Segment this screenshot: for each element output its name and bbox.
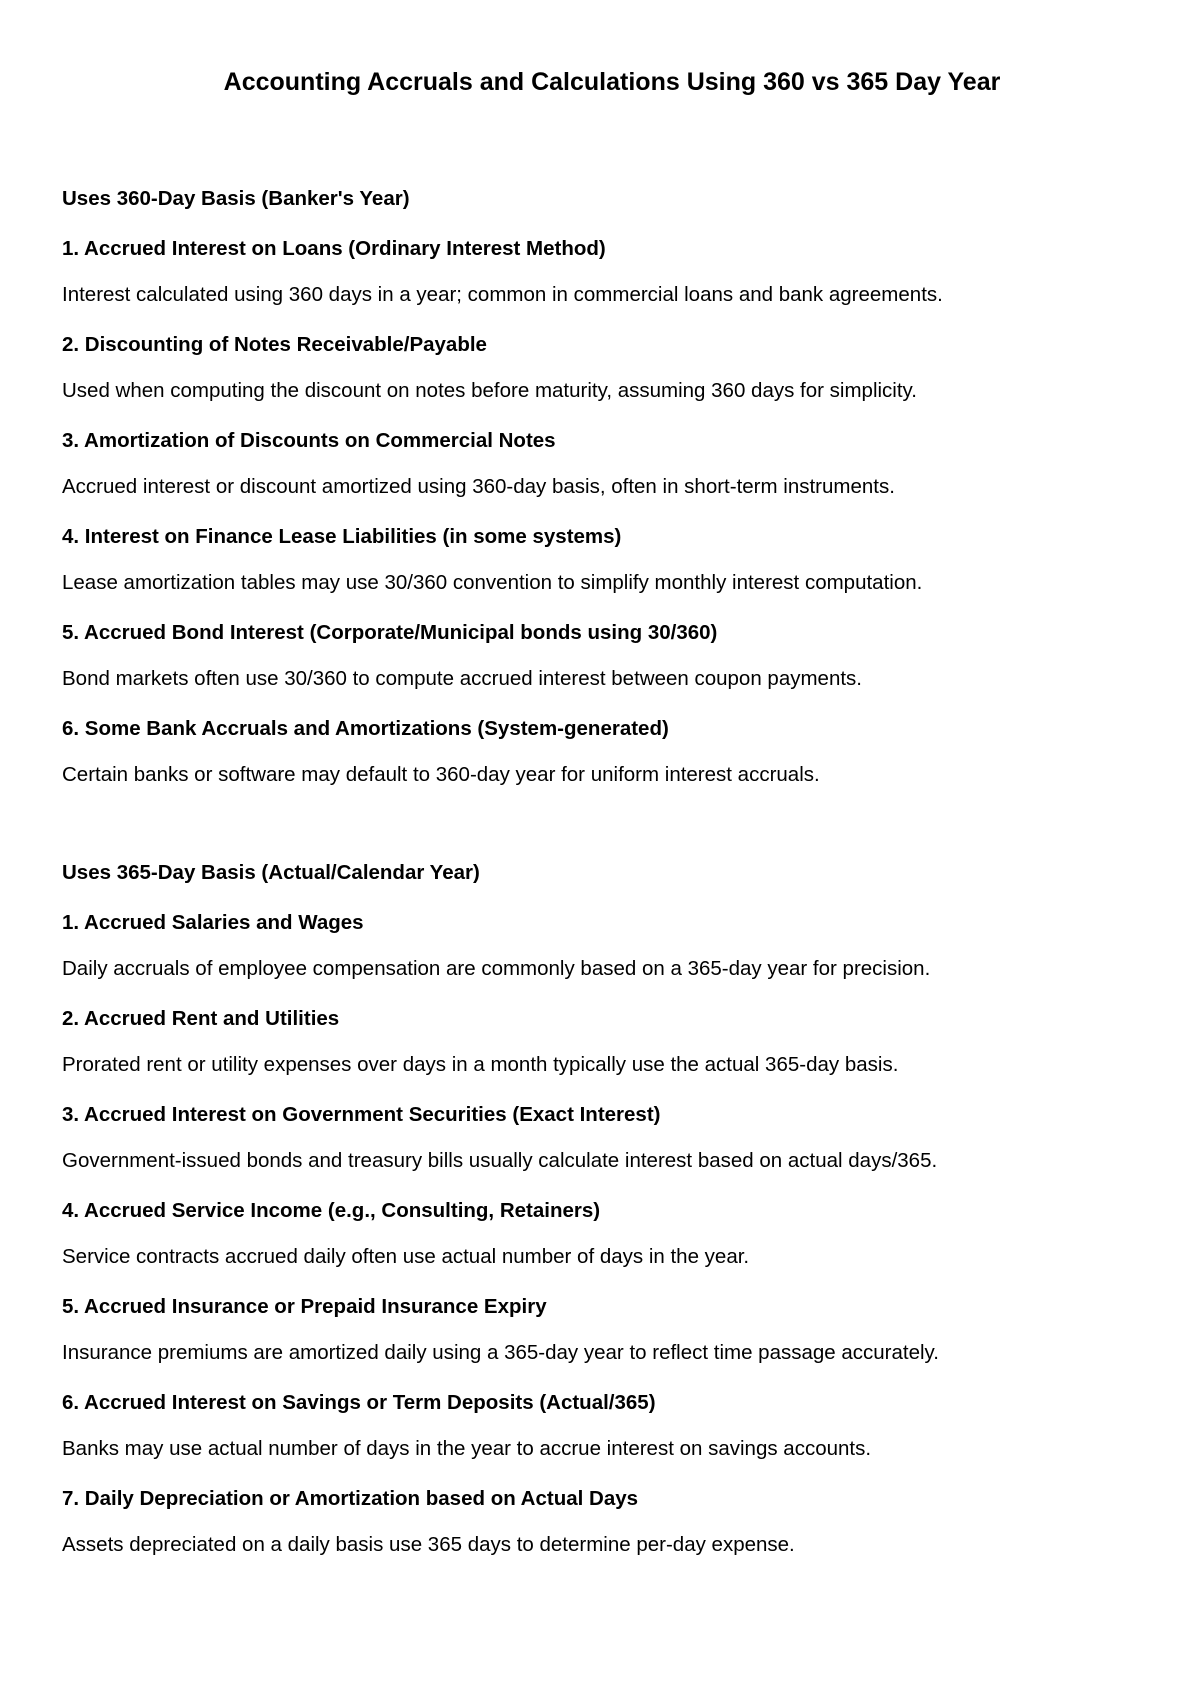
item-description: Interest calculated using 360 days in a year; common in commercial loans and bank agreements.	[62, 283, 943, 306]
item-description: Used when computing the discount on notes before maturity, assuming 360 days for simplicity.	[62, 379, 917, 402]
list-item	[62, 907, 1162, 985]
item-heading: 5. Accrued Insurance or Prepaid Insurance Expiry	[62, 1295, 547, 1318]
item-heading: 6. Accrued Interest on Savings or Term Deposits (Actual/365)	[62, 1391, 656, 1414]
list-item	[62, 1483, 1162, 1561]
list-item	[62, 329, 1162, 407]
section-360-day-basis	[62, 183, 1162, 791]
list-item	[62, 1195, 1162, 1273]
list-item	[62, 713, 1162, 791]
list-item	[62, 1291, 1162, 1369]
list-item	[62, 1099, 1162, 1177]
item-description: Accrued interest or discount amortized using 360-day basis, often in short-term instruments.	[62, 475, 895, 498]
item-description: Assets depreciated on a daily basis use 365 days to determine per-day expense.	[62, 1533, 795, 1556]
item-heading: 4. Interest on Finance Lease Liabilities (in some systems)	[62, 525, 622, 548]
list-item	[62, 617, 1162, 695]
list-item	[62, 233, 1162, 311]
document-title: Accounting Accruals and Calculations Using 360 vs 365 Day Year	[223, 68, 1001, 96]
item-heading: 4. Accrued Service Income (e.g., Consulting, Retainers)	[62, 1199, 601, 1222]
item-description: Certain banks or software may default to 360-day year for uniform interest accruals.	[62, 763, 820, 786]
item-heading: 1. Accrued Interest on Loans (Ordinary Interest Method)	[62, 237, 606, 260]
item-description: Insurance premiums are amortized daily using a 365-day year to reflect time passage accurately.	[62, 1341, 939, 1364]
list-item	[62, 1387, 1162, 1465]
item-description: Banks may use actual number of days in the year to accrue interest on savings accounts.	[62, 1437, 872, 1460]
section-365-day-basis	[62, 857, 1162, 1561]
item-description: Government-issued bonds and treasury bills usually calculate interest based on actual days/365.	[62, 1149, 938, 1172]
item-description: Service contracts accrued daily often use actual number of days in the year.	[62, 1245, 750, 1268]
item-description: Lease amortization tables may use 30/360 convention to simplify monthly interest computation.	[62, 571, 923, 594]
item-heading: 7. Daily Depreciation or Amortization based on Actual Days	[62, 1487, 639, 1510]
item-description: Daily accruals of employee compensation are commonly based on a 365-day year for precision.	[62, 957, 931, 980]
item-heading: 3. Accrued Interest on Government Securities (Exact Interest)	[62, 1103, 661, 1126]
item-heading: 3. Amortization of Discounts on Commercial Notes	[62, 429, 556, 452]
section-heading: Uses 360-Day Basis (Banker's Year)	[62, 187, 410, 210]
list-item	[62, 521, 1162, 599]
item-description: Bond markets often use 30/360 to compute accrued interest between coupon payments.	[62, 667, 862, 690]
item-description: Prorated rent or utility expenses over days in a month typically use the actual 365-day basis.	[62, 1053, 899, 1076]
item-heading: 1. Accrued Salaries and Wages	[62, 911, 364, 934]
list-item	[62, 425, 1162, 503]
item-heading: 6. Some Bank Accruals and Amortizations (System-generated)	[62, 717, 669, 740]
section-heading: Uses 365-Day Basis (Actual/Calendar Year)	[62, 861, 480, 884]
item-heading: 2. Accrued Rent and Utilities	[62, 1007, 340, 1030]
item-heading: 2. Discounting of Notes Receivable/Payable	[62, 333, 487, 356]
list-item	[62, 1003, 1162, 1081]
item-heading: 5. Accrued Bond Interest (Corporate/Municipal bonds using 30/360)	[62, 621, 718, 644]
